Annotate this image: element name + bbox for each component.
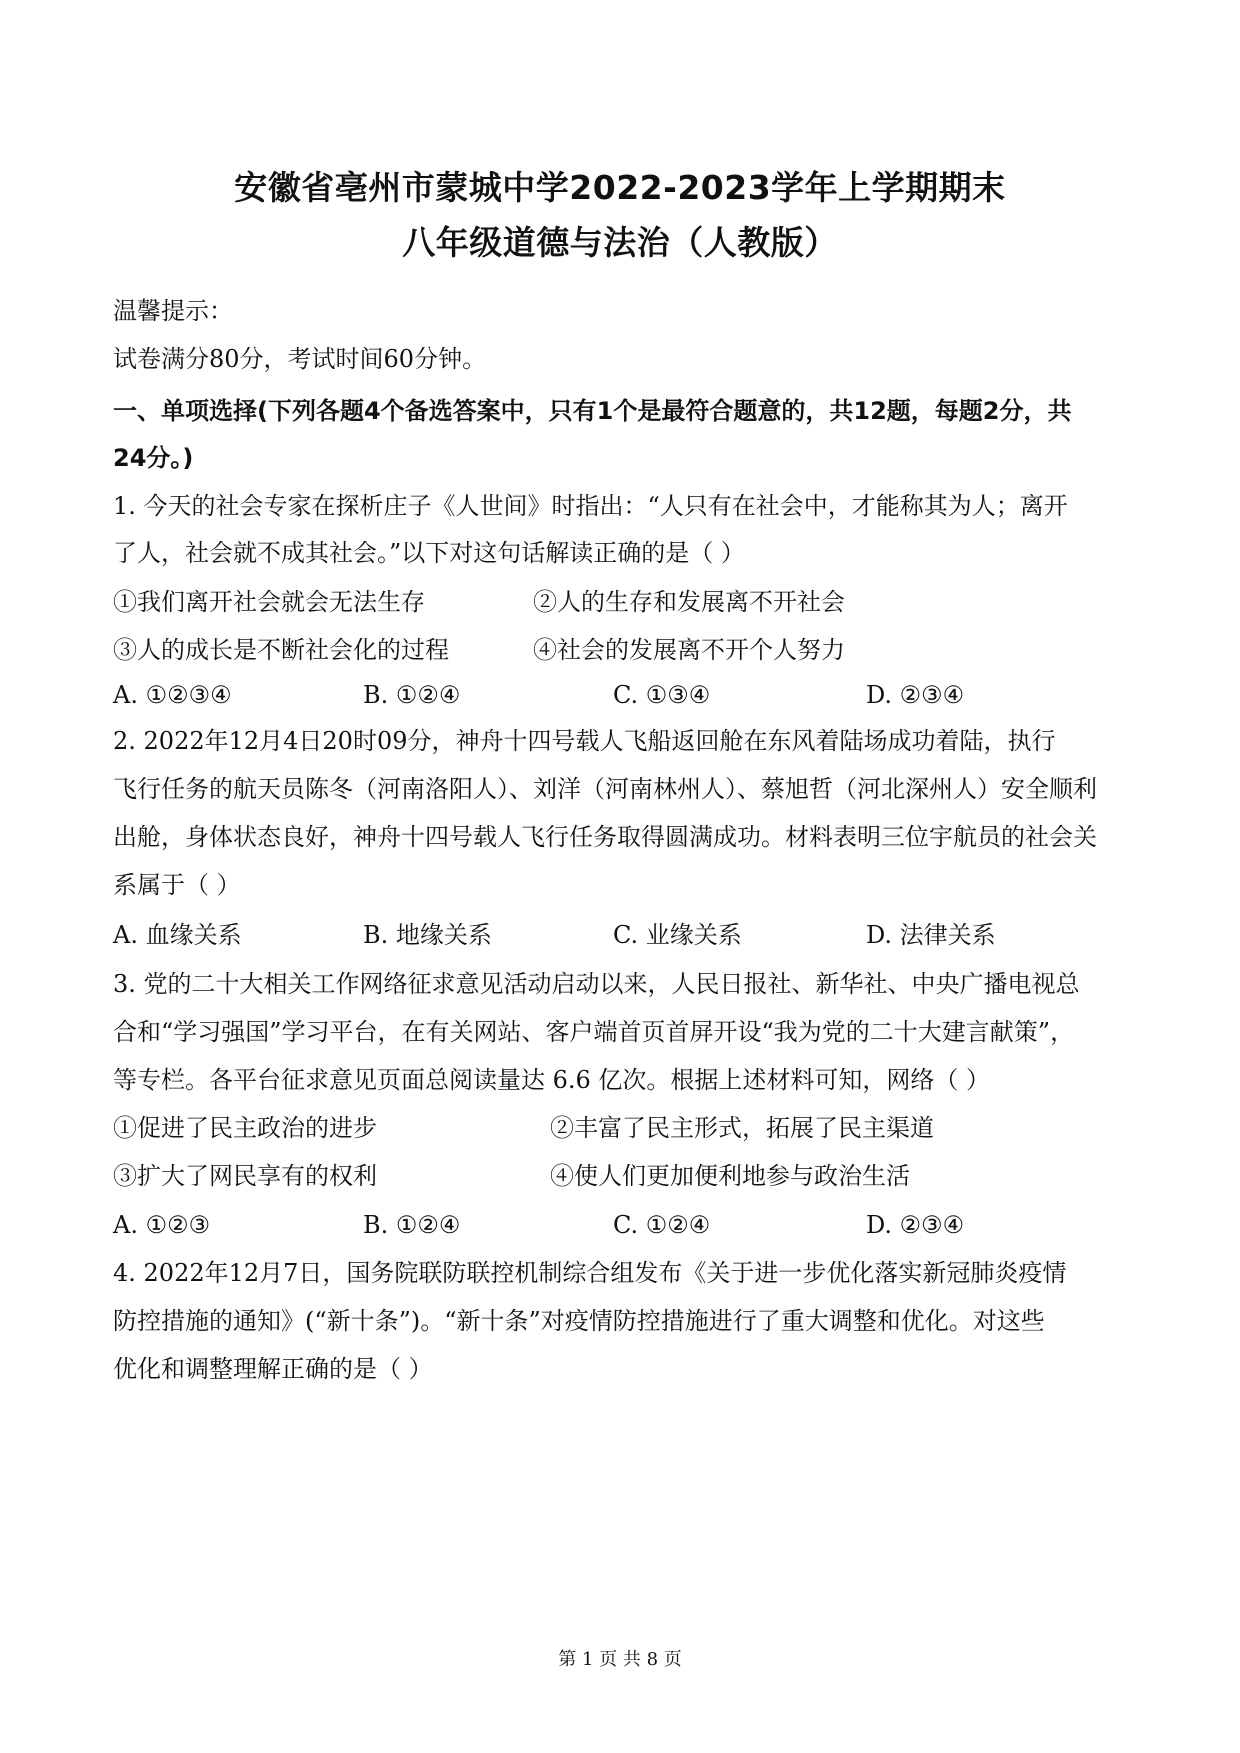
option-d: D. 法律关系 <box>866 921 996 949</box>
statement: ①促进了民主政治的进步 <box>113 1114 377 1142</box>
statement: ④社会的发展离不开个人努力 <box>533 636 845 664</box>
option-a: A. ①②③ <box>113 1211 211 1239</box>
question-text-line: 合和“学习强国”学习平台，在有关网站、客户端首页首屏开设“我为党的二十大建言献策”， <box>113 1018 1075 1046</box>
question-text-line: 3. 党的二十大相关工作网络征求意见活动启动以来，人民日报社、新华社、中央广播电视总 <box>113 970 1080 998</box>
question-text-line: 优化和调整理解正确的是（ ） <box>113 1355 433 1383</box>
tips-text: 试卷满分80分，考试时间60分钟。 <box>113 345 487 373</box>
option-c: C. ①③④ <box>613 681 711 709</box>
option-b: B. ①②④ <box>363 681 461 709</box>
question-text-line: 飞行任务的航天员陈冬（河南洛阳人）、刘洋（河南林州人）、蔡旭哲（河北深州人）安全顺利 <box>113 775 1097 803</box>
page-number-footer: 第 1 页 共 8 页 <box>558 1649 682 1670</box>
option-a: A. 血缘关系 <box>113 921 242 949</box>
question-text-line: 出舱，身体状态良好，神舟十四号载人飞行任务取得圆满成功。材料表明三位宇航员的社会关 <box>113 823 1097 851</box>
option-b: B. 地缘关系 <box>363 921 492 949</box>
option-c: C. ①②④ <box>613 1211 711 1239</box>
statement: ④使人们更加便利地参与政治生活 <box>550 1162 910 1190</box>
question-text-line: 等专栏。各平台征求意见页面总阅读量达 6.6 亿次。根据上述材料可知，网络（ ） <box>113 1066 991 1094</box>
statement: ②丰富了民主形式，拓展了民主渠道 <box>550 1114 934 1142</box>
tips-label: 温馨提示： <box>113 297 233 325</box>
section-heading-line2: 24分。) <box>113 444 194 472</box>
exam-title-line1: 安徽省亳州市蒙城中学2022-2023学年上学期期末 <box>234 168 1006 207</box>
option-d: D. ②③④ <box>866 1211 965 1239</box>
question-text-line: 4. 2022年12月7日，国务院联防联控机制综合组发布《关于进一步优化落实新冠肺炎疫情 <box>113 1259 1067 1287</box>
option-b: B. ①②④ <box>363 1211 461 1239</box>
option-d: D. ②③④ <box>866 681 965 709</box>
question-text-line: 1. 今天的社会专家在探析庄子《人世间》时指出：“人只有在社会中，才能称其为人；离开 <box>113 492 1068 520</box>
question-text-line: 了人，社会就不成其社会。”以下对这句话解读正确的是（ ） <box>113 539 745 567</box>
statement: ③扩大了网民享有的权利 <box>113 1162 377 1190</box>
question-text-line: 系属于（ ） <box>113 871 241 899</box>
exam-title-line2: 八年级道德与法治（人教版） <box>402 223 838 262</box>
option-a: A. ①②③④ <box>113 681 232 709</box>
question-text-line: 防控措施的通知》(“新十条”)。“新十条”对疫情防控措施进行了重大调整和优化。对这些 <box>113 1307 1045 1335</box>
statement: ③人的成长是不断社会化的过程 <box>113 636 449 664</box>
statement: ②人的生存和发展离不开社会 <box>533 588 845 616</box>
option-c: C. 业缘关系 <box>613 921 742 949</box>
question-text-line: 2. 2022年12月4日20时09分，神舟十四号载人飞船返回舱在东风着陆场成功着陆，执行 <box>113 727 1056 755</box>
statement: ①我们离开社会就会无法生存 <box>113 588 425 616</box>
section-heading-line1: 一、单项选择(下列各题4个备选答案中，只有1个是最符合题意的，共12题，每题2分，共 <box>113 397 1072 425</box>
